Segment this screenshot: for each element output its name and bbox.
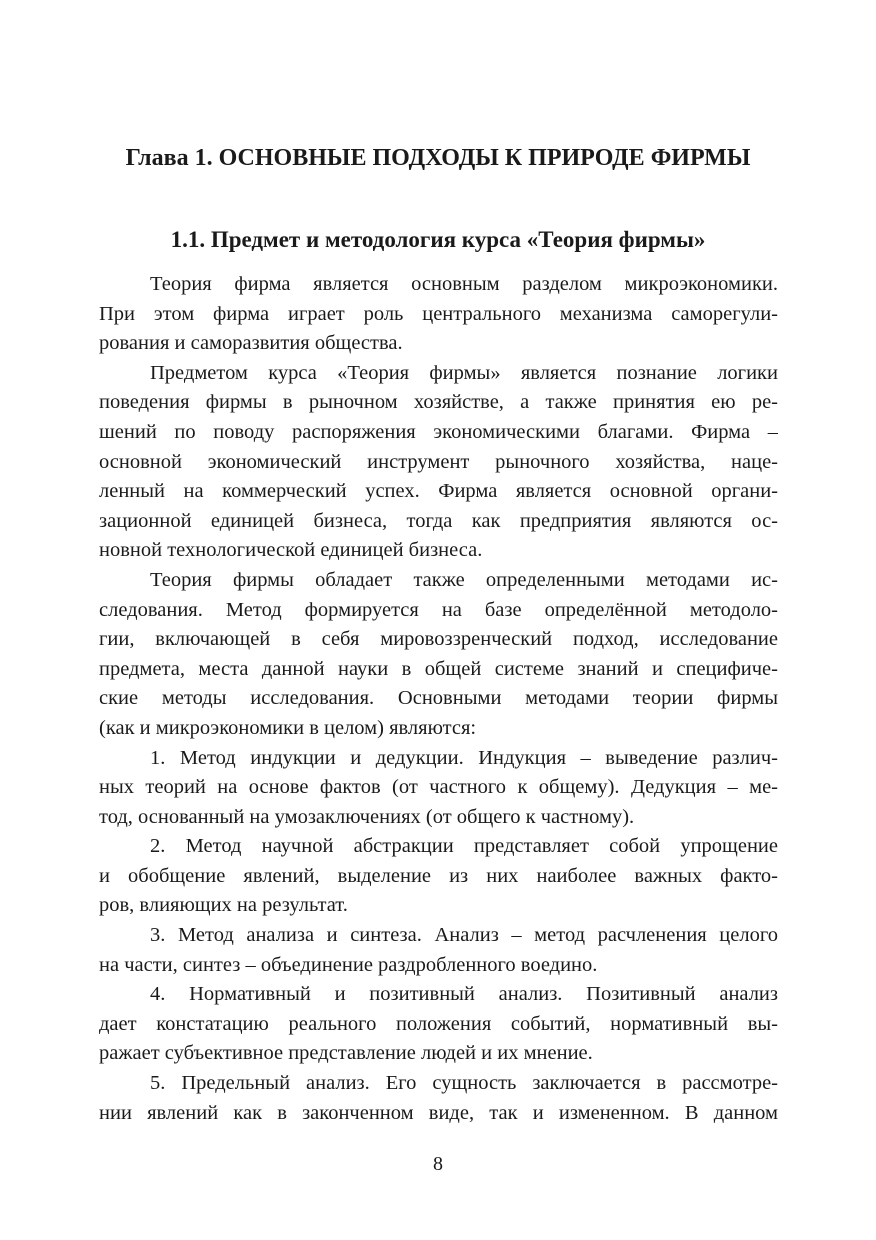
text-line: ленный на коммерческий успех. Фирма является основной органи- <box>99 480 778 503</box>
text-line: на части, синтез – объединение раздробленного воедино. <box>99 953 598 976</box>
text-line: предмета, места данной науки в общей системе знаний и специфиче- <box>99 657 778 680</box>
text-line: ские методы исследования. Основными методами теории фирмы <box>99 687 778 710</box>
body-text <box>99 270 778 1128</box>
text-line: 5. Предельный анализ. Его сущность заключается в рассмотре- <box>150 1072 778 1095</box>
text-line: поведения фирмы в рыночном хозяйстве, а также принятия ею ре- <box>99 391 778 414</box>
text-line: шений по поводу распоряжения экономическими благами. Фирма – <box>99 420 778 443</box>
text-line: 3. Метод анализа и синтеза. Анализ – метод расчленения целого <box>150 924 778 947</box>
text-line: (как и микроэкономики в целом) являются: <box>99 716 477 739</box>
text-line: 2. Метод научной абстракции представляет собой упрощение <box>150 835 778 858</box>
text-line: Теория фирма является основным разделом микроэкономики. <box>150 273 778 295</box>
text-line: следования. Метод формируется на базе определённой методоло- <box>99 598 778 621</box>
text-line: тод, основанный на умозаключениях (от общего к частному). <box>99 805 635 828</box>
text-line: гии, включающей в себя мировоззренческий подход, исследование <box>99 628 778 651</box>
text-line: Теория фирмы обладает также определенными методами ис- <box>150 568 778 591</box>
text-line: дает констатацию реального положения событий, нормативный вы- <box>99 1012 778 1035</box>
text-line: 1. Метод индукции и дедукции. Индукция – выведение различ- <box>150 746 778 769</box>
text-line: нии явлений как в законченном виде, так и измененном. В данном <box>99 1101 778 1124</box>
text-line: При этом фирма играет роль центрального механизма саморегули- <box>99 302 778 325</box>
text-line: 4. Нормативный и позитивный анализ. Позитивный анализ <box>150 983 778 1006</box>
text-line: ров, влияющих на результат. <box>99 894 348 917</box>
text-line: рования и саморазвития общества. <box>99 332 403 355</box>
text-line: ражает субъективное представление людей и их мнение. <box>99 1042 593 1065</box>
page-number: 8 <box>433 1153 443 1175</box>
section-title: 1.1. Предмет и методология курса «Теория фирмы» <box>170 227 706 252</box>
text-line: ных теорий на основе фактов (от частного к общему). Дедукция – ме- <box>99 776 778 799</box>
text-line: Предметом курса «Теория фирмы» является познание логики <box>150 361 778 384</box>
text-line: основной экономический инструмент рыночного хозяйства, наце- <box>99 450 778 473</box>
text-line: и обобщение явлений, выделение из них наиболее важных факто- <box>99 864 778 887</box>
text-line: зационной единицей бизнеса, тогда как предприятия являются ос- <box>99 509 778 532</box>
text-line: новной технологической единицей бизнеса. <box>99 539 483 562</box>
chapter-title: Глава 1. ОСНОВНЫЕ ПОДХОДЫ К ПРИРОДЕ ФИРМЫ <box>125 145 751 171</box>
